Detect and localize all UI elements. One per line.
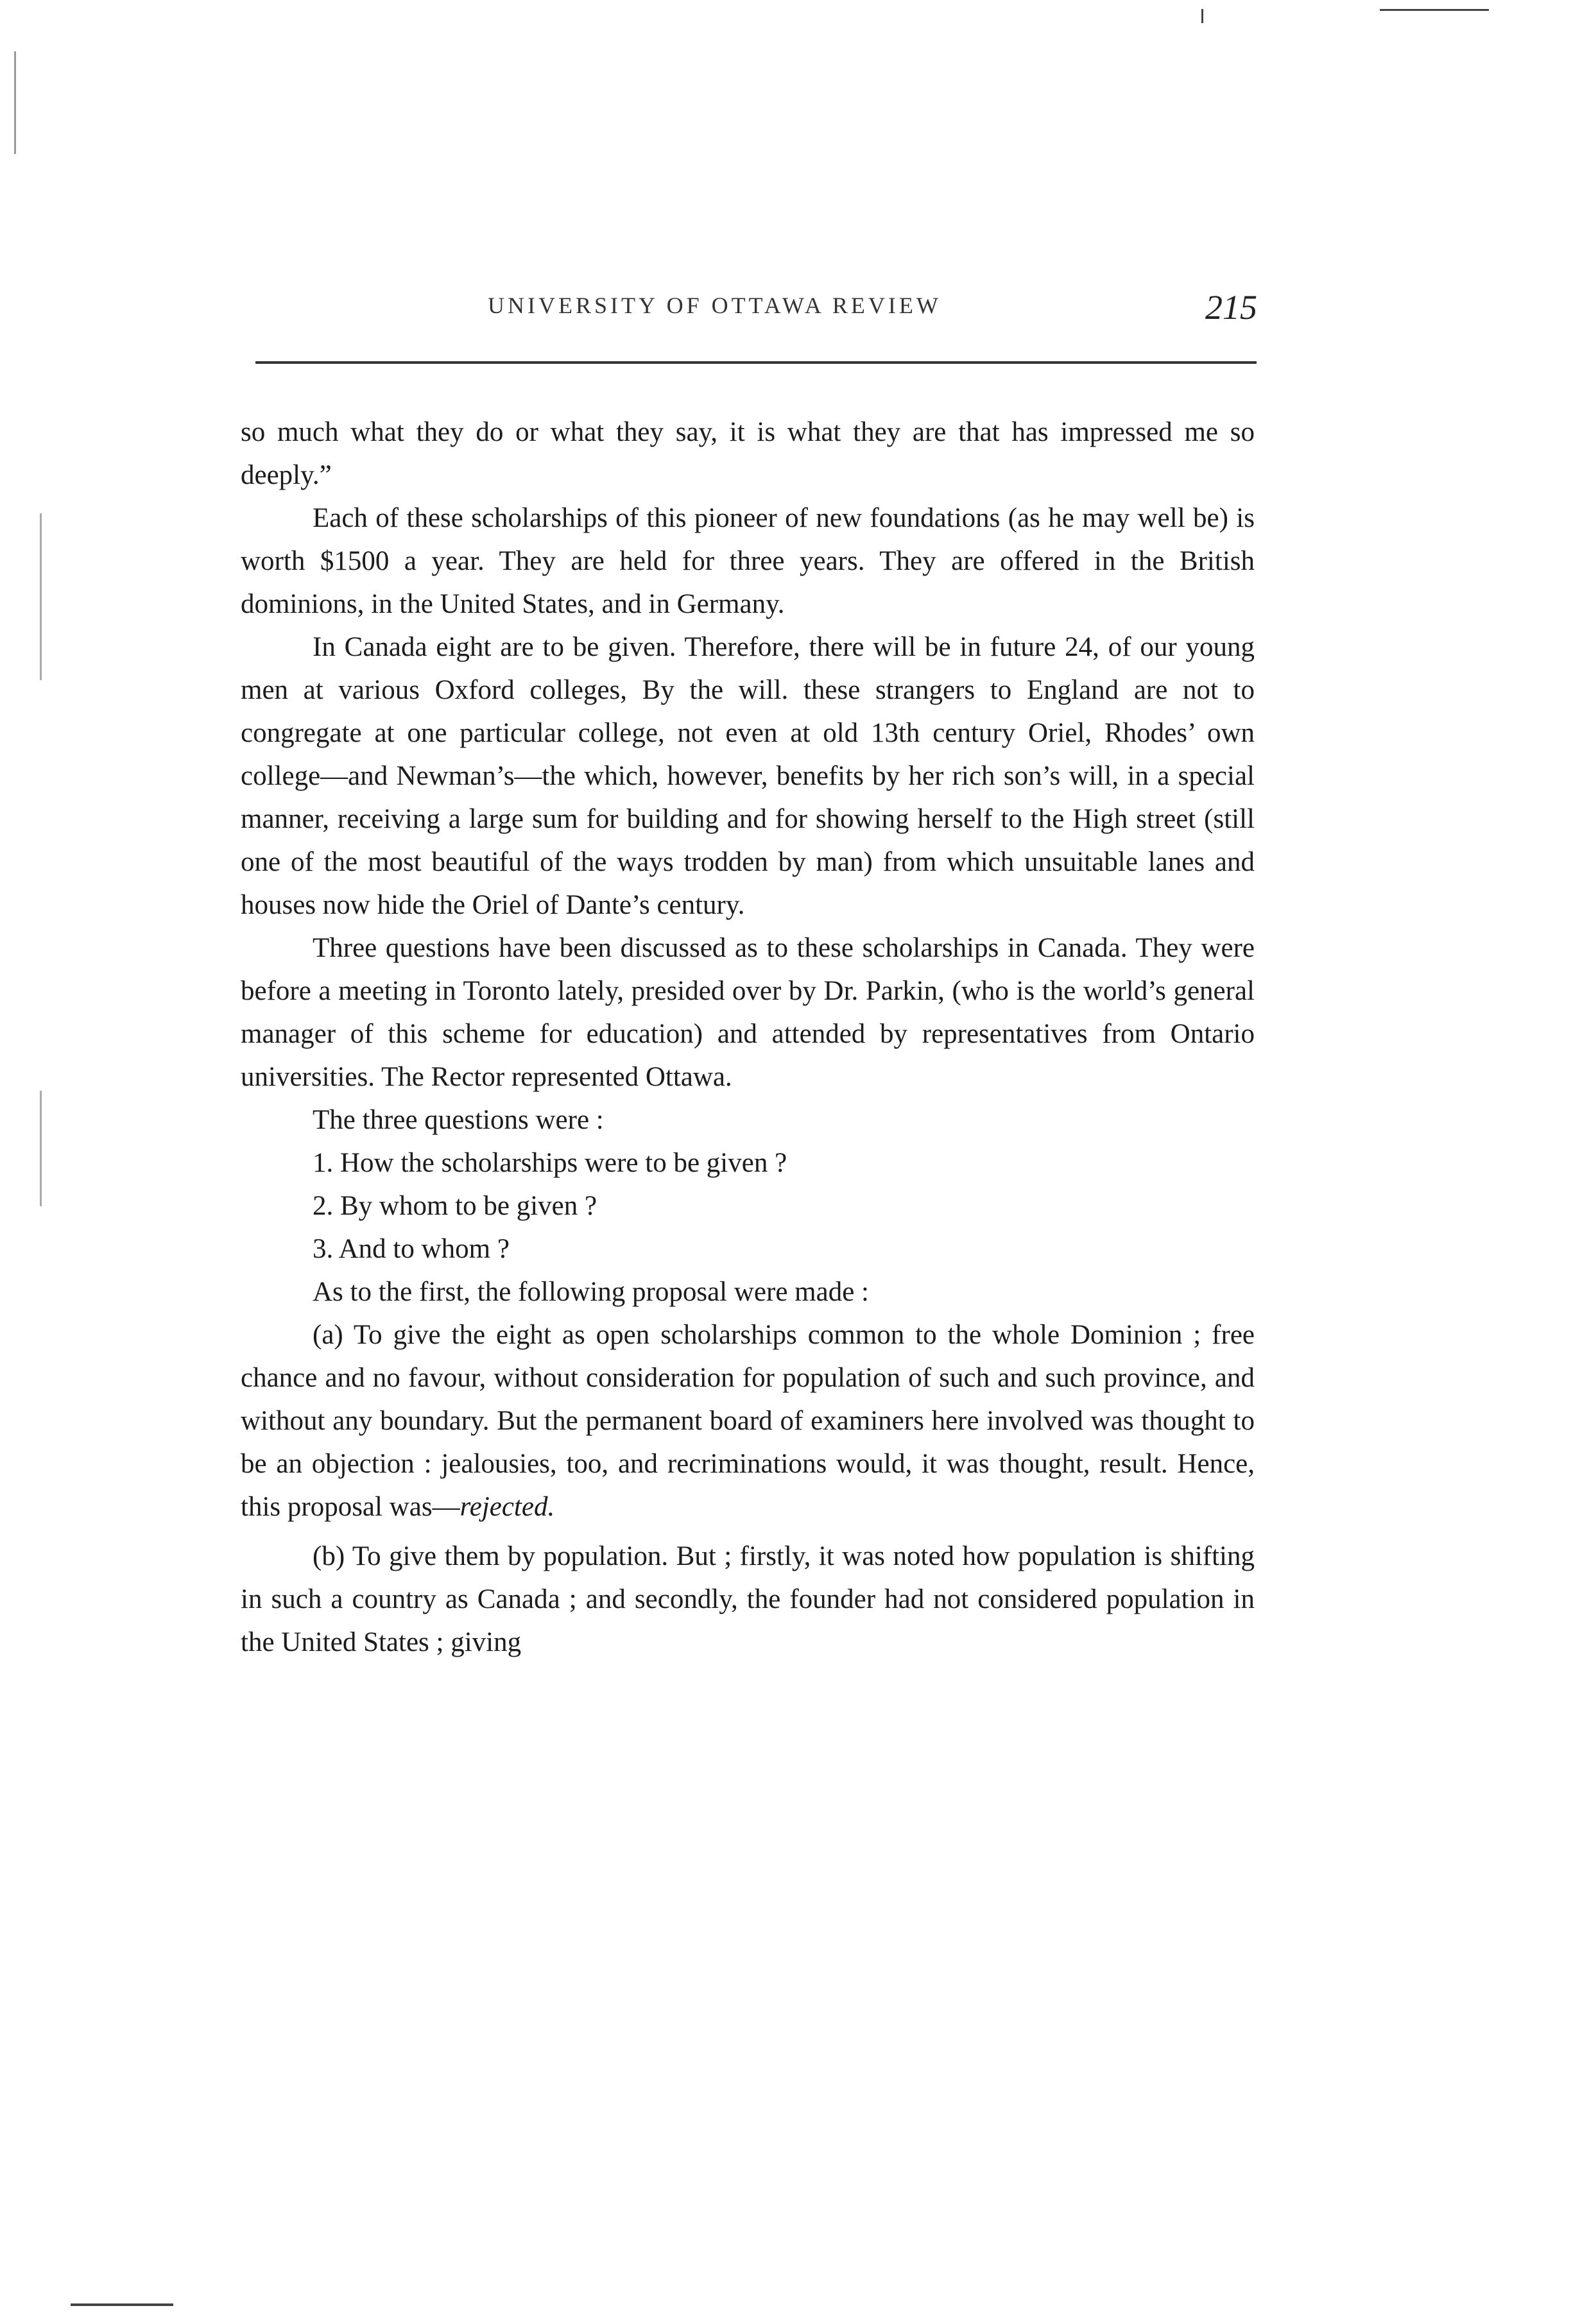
paragraph-5: The three questions were : <box>313 1105 604 1135</box>
paragraph-6: As to the first, the following proposal were made : <box>313 1277 869 1307</box>
scan-mark-top-right <box>1380 9 1489 11</box>
paragraph-3: In Canada eight are to be given. Therefore, there will be in future 24, of our young men at various Oxford colleges, By the will. these strangers to England are not to congregate at one particular college, not even at old 13th century Oriel, Rhodes’ own college—and Newman’s—the which, however, benefits by her rich son’s will, in a special manner, receiving a large sum for building and for showing herself to the High street (still one of the most beautiful of the ways trodden by man) from which unsuitable lanes and houses now hide the Oriel of Dante’s century. <box>241 632 1255 920</box>
paragraph-2: Each of these scholarships of this pioneer of new foundations (as he may well be) is worth $1500 a year. They are held for three years. They are offered in the British dominions, in the United States, and in Germany. <box>241 503 1255 619</box>
paragraph-4: Three questions have been discussed as to these scholarships in Canada. They were before a meeting in Toronto lately, presided over by Dr. Parkin, (who is the world’s general manager of this scheme for education) and attended by representatives from Ontario universities. The Rector represented Ottawa. <box>241 933 1255 1092</box>
paragraph-b-text: To give them by population. But ; firstly, it was noted how population is shifting in such a country as Canada ; and secondly, the founder had not considered population in the United States ; giving <box>241 1541 1255 1657</box>
running-head: UNIVERSITY OF OTTAWA REVIEW <box>488 293 941 318</box>
page-number: 215 <box>1205 288 1257 327</box>
question-2: 2. By whom to be given ? <box>313 1191 597 1221</box>
label-b: (b) <box>313 1541 345 1571</box>
header-rule <box>255 361 1257 364</box>
paragraph-1: so much what they do or what they say, it is what they are that has impressed me so deeply.” <box>241 417 1255 490</box>
scan-mark-left-1 <box>14 51 16 154</box>
scan-mark-left-2 <box>40 513 42 680</box>
paragraph-a-text: To give the eight as open scholarships common to the whole Dominion ; free chance and no favour, without consideration for population of such and such province, and without any boundary. But the permanent board of examiners here involved was thought to be an objection : jealousies, too, and recriminations would, it was thought, result. Hence, this proposal was— <box>241 1320 1255 1522</box>
body-text <box>241 411 1255 1664</box>
label-a: (a) <box>313 1320 343 1350</box>
paragraph-a <box>241 1313 1255 1528</box>
question-1: 1. How the scholarships were to be given ? <box>313 1148 787 1178</box>
scan-mark-top-edge <box>1201 9 1203 23</box>
scan-mark-bottom-left <box>71 2303 173 2306</box>
rejected-word: rejected. <box>460 1492 555 1522</box>
question-3: 3. And to whom ? <box>313 1234 510 1264</box>
paragraph-b <box>241 1535 1255 1664</box>
scan-mark-left-3 <box>40 1091 42 1206</box>
